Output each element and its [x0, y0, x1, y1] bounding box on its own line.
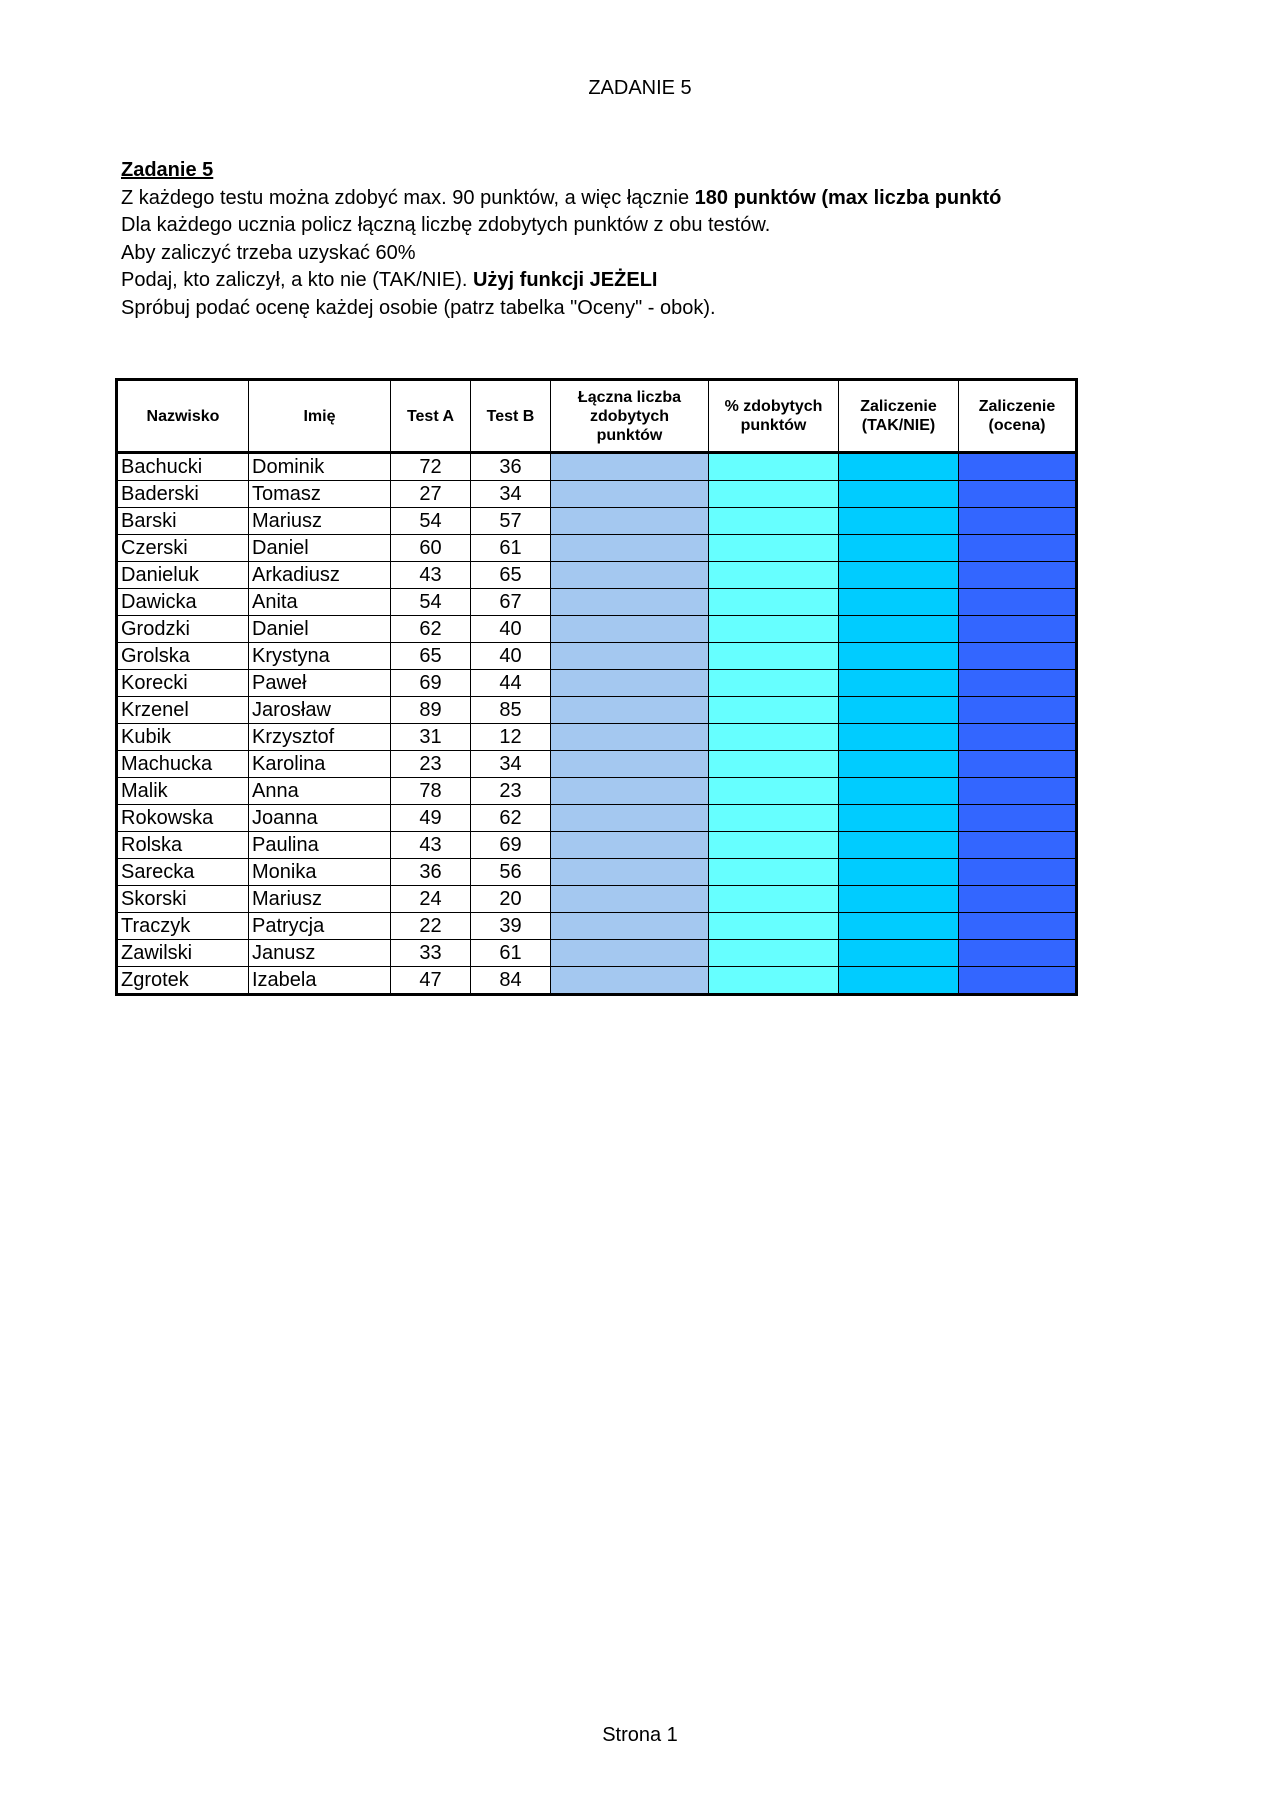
task-line-2: Dla każdego ucznia policz łączną liczbę zdobytych punktów z obu testów.	[121, 214, 771, 236]
cell-total	[551, 967, 709, 995]
cell-total	[551, 562, 709, 589]
cell-name: Jarosław	[249, 697, 391, 724]
cell-percent	[709, 913, 839, 940]
page-header: ZADANIE 5	[588, 77, 692, 99]
table-row	[117, 832, 1077, 859]
cell-name: Tomasz	[249, 481, 391, 508]
cell-pass	[839, 562, 959, 589]
table-row	[117, 913, 1077, 940]
task-line-5: Spróbuj podać ocenę każdej osobie (patrz tabelka "Oceny" - obok).	[121, 296, 716, 319]
cell-grade	[959, 616, 1077, 643]
cell-total	[551, 859, 709, 886]
cell-total	[551, 751, 709, 778]
cell-test-b: 20	[471, 886, 551, 913]
cell-test-b: 56	[471, 859, 551, 886]
task-line-3: Aby zaliczyć trzeba uzyskać 60%	[121, 241, 416, 264]
cell-percent	[709, 832, 839, 859]
cell-name: Paweł	[249, 670, 391, 697]
cell-name: Daniel	[249, 535, 391, 562]
cell-surname: Traczyk	[117, 913, 249, 940]
cell-percent	[709, 508, 839, 535]
cell-test-a: 33	[391, 940, 471, 967]
cell-total	[551, 778, 709, 805]
cell-total	[551, 805, 709, 832]
cell-percent	[709, 670, 839, 697]
cell-name: Dominik	[249, 453, 391, 481]
cell-total	[551, 589, 709, 616]
cell-name: Monika	[249, 859, 391, 886]
cell-percent	[709, 535, 839, 562]
cell-total	[551, 616, 709, 643]
cell-surname: Korecki	[117, 670, 249, 697]
cell-test-b: 62	[471, 805, 551, 832]
cell-total	[551, 481, 709, 508]
cell-test-a: 43	[391, 562, 471, 589]
cell-grade	[959, 778, 1077, 805]
cell-surname: Bachucki	[117, 453, 249, 481]
cell-pass	[839, 940, 959, 967]
cell-name: Patrycja	[249, 913, 391, 940]
table-row	[117, 643, 1077, 670]
cell-pass	[839, 589, 959, 616]
header-test-b: Test B	[471, 380, 551, 453]
header-surname: Nazwisko	[117, 380, 249, 453]
cell-test-b: 34	[471, 751, 551, 778]
cell-name: Mariusz	[249, 508, 391, 535]
cell-pass	[839, 859, 959, 886]
cell-total	[551, 453, 709, 481]
table-row	[117, 670, 1077, 697]
table-row	[117, 967, 1077, 995]
cell-test-b: 40	[471, 643, 551, 670]
cell-pass	[839, 832, 959, 859]
task-line-4	[121, 267, 1221, 295]
cell-pass	[839, 508, 959, 535]
cell-percent	[709, 697, 839, 724]
cell-surname: Krzenel	[117, 697, 249, 724]
cell-test-a: 43	[391, 832, 471, 859]
cell-grade	[959, 751, 1077, 778]
cell-total	[551, 535, 709, 562]
cell-pass	[839, 643, 959, 670]
cell-test-b: 40	[471, 616, 551, 643]
table-row	[117, 589, 1077, 616]
cell-surname: Dawicka	[117, 589, 249, 616]
cell-test-b: 84	[471, 967, 551, 995]
table-row	[117, 697, 1077, 724]
header-grade: Zaliczenie (ocena)	[959, 380, 1077, 453]
table-row	[117, 886, 1077, 913]
task-line-1	[121, 185, 1221, 213]
cell-name: Krystyna	[249, 643, 391, 670]
cell-test-a: 69	[391, 670, 471, 697]
cell-total	[551, 886, 709, 913]
table-row	[117, 481, 1077, 508]
cell-percent	[709, 751, 839, 778]
cell-pass	[839, 805, 959, 832]
cell-grade	[959, 724, 1077, 751]
cell-grade	[959, 562, 1077, 589]
cell-test-a: 47	[391, 967, 471, 995]
cell-percent	[709, 805, 839, 832]
cell-grade	[959, 913, 1077, 940]
cell-pass	[839, 697, 959, 724]
table-row	[117, 562, 1077, 589]
table-row	[117, 508, 1077, 535]
cell-test-b: 34	[471, 481, 551, 508]
cell-name: Joanna	[249, 805, 391, 832]
cell-percent	[709, 940, 839, 967]
cell-pass	[839, 913, 959, 940]
cell-test-a: 54	[391, 508, 471, 535]
cell-surname: Machucka	[117, 751, 249, 778]
table-row	[117, 616, 1077, 643]
cell-total	[551, 913, 709, 940]
cell-test-b: 85	[471, 697, 551, 724]
cell-pass	[839, 751, 959, 778]
cell-name: Arkadiusz	[249, 562, 391, 589]
cell-surname: Rokowska	[117, 805, 249, 832]
cell-surname: Grolska	[117, 643, 249, 670]
table-row	[117, 778, 1077, 805]
cell-total	[551, 832, 709, 859]
cell-surname: Kubik	[117, 724, 249, 751]
cell-surname: Czerski	[117, 535, 249, 562]
cell-name: Janusz	[249, 940, 391, 967]
cell-grade	[959, 643, 1077, 670]
task-description	[121, 157, 1221, 322]
cell-grade	[959, 967, 1077, 995]
table-row	[117, 535, 1077, 562]
cell-grade	[959, 481, 1077, 508]
cell-pass	[839, 453, 959, 481]
cell-surname: Zgrotek	[117, 967, 249, 995]
cell-name: Daniel	[249, 616, 391, 643]
cell-pass	[839, 535, 959, 562]
cell-percent	[709, 778, 839, 805]
header-pass: Zaliczenie (TAK/NIE)	[839, 380, 959, 453]
cell-test-a: 54	[391, 589, 471, 616]
cell-pass	[839, 724, 959, 751]
cell-name: Krzysztof	[249, 724, 391, 751]
cell-percent	[709, 481, 839, 508]
task-line-1-text: Z każdego testu można zdobyć max. 90 punktów, a więc łącznie	[121, 186, 695, 209]
cell-pass	[839, 886, 959, 913]
header-row	[117, 380, 1077, 453]
table-row	[117, 453, 1077, 481]
cell-percent	[709, 967, 839, 995]
cell-percent	[709, 643, 839, 670]
cell-total	[551, 508, 709, 535]
cell-grade	[959, 589, 1077, 616]
cell-total	[551, 643, 709, 670]
cell-surname: Barski	[117, 508, 249, 535]
cell-test-a: 23	[391, 751, 471, 778]
cell-test-a: 65	[391, 643, 471, 670]
cell-surname: Grodzki	[117, 616, 249, 643]
cell-total	[551, 697, 709, 724]
cell-grade	[959, 697, 1077, 724]
cell-pass	[839, 670, 959, 697]
cell-test-a: 24	[391, 886, 471, 913]
cell-grade	[959, 940, 1077, 967]
cell-test-b: 61	[471, 535, 551, 562]
cell-test-b: 61	[471, 940, 551, 967]
cell-name: Anita	[249, 589, 391, 616]
cell-name: Paulina	[249, 832, 391, 859]
table-row	[117, 940, 1077, 967]
cell-name: Karolina	[249, 751, 391, 778]
cell-pass	[839, 967, 959, 995]
task-title: Zadanie 5	[121, 159, 214, 181]
cell-test-b: 23	[471, 778, 551, 805]
cell-total	[551, 724, 709, 751]
cell-percent	[709, 859, 839, 886]
page-footer: Strona 1	[602, 1724, 678, 1746]
cell-grade	[959, 670, 1077, 697]
cell-grade	[959, 508, 1077, 535]
cell-name: Izabela	[249, 967, 391, 995]
cell-test-b: 69	[471, 832, 551, 859]
cell-percent	[709, 724, 839, 751]
cell-test-a: 49	[391, 805, 471, 832]
cell-test-b: 44	[471, 670, 551, 697]
table-row	[117, 859, 1077, 886]
task-line-1-bold: 180 punktów (max liczba punktó	[694, 186, 1002, 209]
cell-surname: Sarecka	[117, 859, 249, 886]
cell-percent	[709, 453, 839, 481]
cell-test-a: 36	[391, 859, 471, 886]
cell-surname: Danieluk	[117, 562, 249, 589]
header-total: Łączna liczba zdobytych punktów	[551, 380, 709, 453]
cell-grade	[959, 832, 1077, 859]
cell-test-b: 67	[471, 589, 551, 616]
cell-name: Mariusz	[249, 886, 391, 913]
cell-grade	[959, 805, 1077, 832]
cell-test-a: 27	[391, 481, 471, 508]
table-row	[117, 805, 1077, 832]
cell-test-b: 65	[471, 562, 551, 589]
cell-grade	[959, 886, 1077, 913]
students-table	[115, 378, 1078, 996]
header-test-a: Test A	[391, 380, 471, 453]
cell-test-a: 22	[391, 913, 471, 940]
task-line-4-bold: Użyj funkcji JEŻELI	[472, 269, 658, 291]
cell-test-b: 39	[471, 913, 551, 940]
cell-total	[551, 940, 709, 967]
cell-pass	[839, 616, 959, 643]
cell-percent	[709, 886, 839, 913]
cell-percent	[709, 562, 839, 589]
cell-grade	[959, 453, 1077, 481]
cell-total	[551, 670, 709, 697]
task-line-4-text: Podaj, kto zaliczył, a kto nie (TAK/NIE).	[121, 269, 473, 291]
table-row	[117, 751, 1077, 778]
cell-test-a: 60	[391, 535, 471, 562]
cell-test-b: 36	[471, 453, 551, 481]
cell-pass	[839, 481, 959, 508]
cell-test-a: 89	[391, 697, 471, 724]
cell-percent	[709, 616, 839, 643]
cell-percent	[709, 589, 839, 616]
table-row	[117, 724, 1077, 751]
cell-name: Anna	[249, 778, 391, 805]
cell-pass	[839, 778, 959, 805]
cell-surname: Zawilski	[117, 940, 249, 967]
header-name: Imię	[249, 380, 391, 453]
cell-surname: Skorski	[117, 886, 249, 913]
cell-test-b: 57	[471, 508, 551, 535]
header-percent: % zdobytych punktów	[709, 380, 839, 453]
cell-test-a: 62	[391, 616, 471, 643]
cell-surname: Baderski	[117, 481, 249, 508]
cell-test-a: 72	[391, 453, 471, 481]
cell-surname: Malik	[117, 778, 249, 805]
cell-test-a: 31	[391, 724, 471, 751]
cell-test-a: 78	[391, 778, 471, 805]
cell-grade	[959, 535, 1077, 562]
cell-grade	[959, 859, 1077, 886]
cell-test-b: 12	[471, 724, 551, 751]
cell-surname: Rolska	[117, 832, 249, 859]
